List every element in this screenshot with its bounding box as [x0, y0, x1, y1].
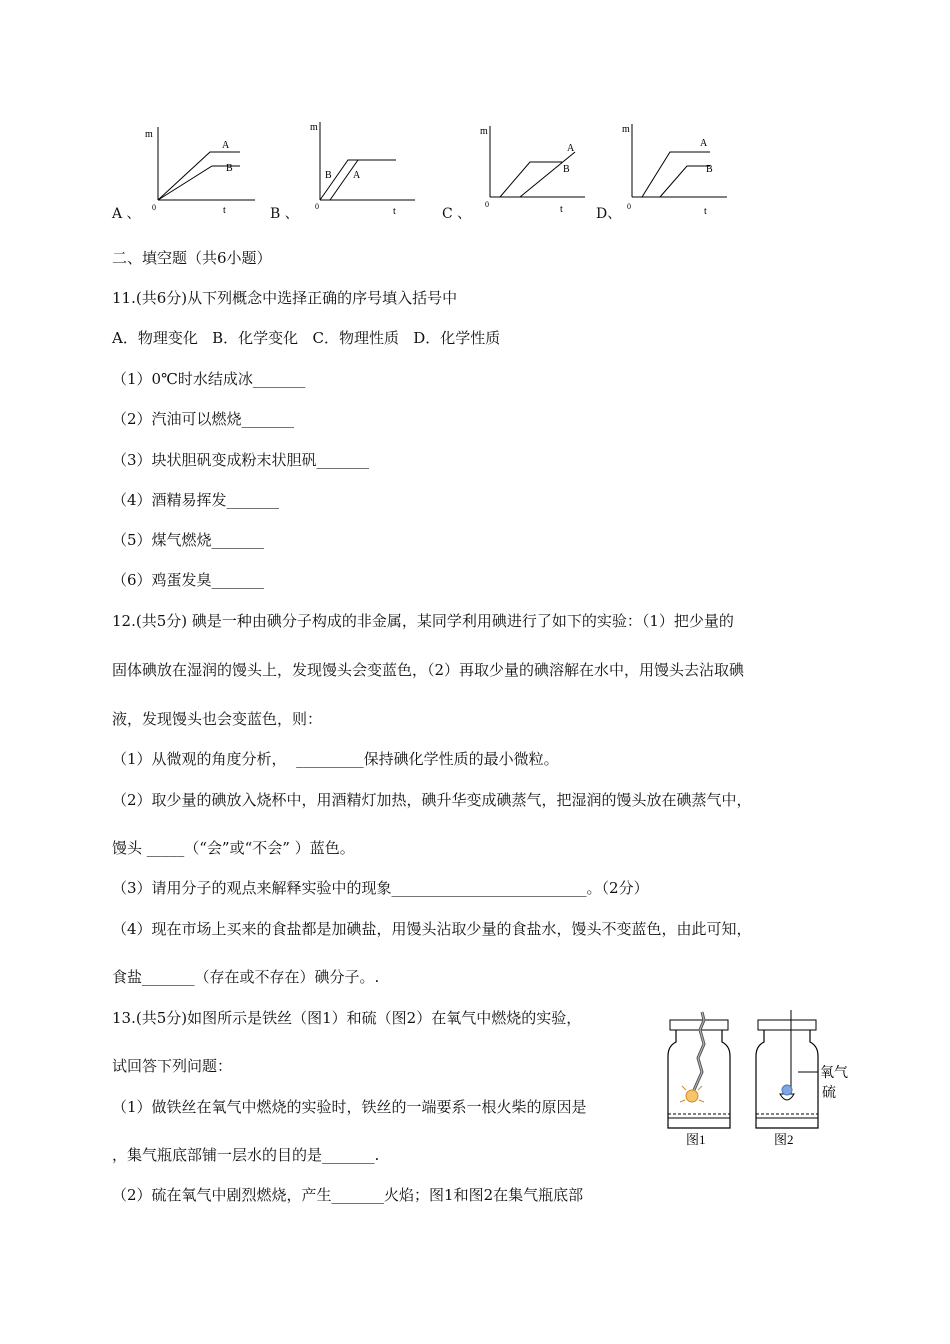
curve-label: A: [222, 140, 230, 151]
q12-part: （2）取少量的碘放入烧杯中，用酒精灯加热，碘升华变成碘蒸气，把湿润的馒头放在碘蒸气中，: [112, 791, 752, 809]
curve-label: B: [226, 163, 233, 174]
q11-item: （1）0℃时水结成冰_______: [112, 370, 306, 388]
axis-x-label: t: [223, 205, 226, 216]
curve-label: B: [706, 164, 713, 175]
q13-part: （2）硫在氧气中剧烈燃烧，产生_______火焰；图1和图2在集气瓶底部: [112, 1186, 584, 1204]
axis-y-label: m: [480, 126, 488, 137]
q11-item: （5）煤气燃烧_______: [112, 531, 265, 549]
combustion-figure: [658, 1010, 858, 1150]
axis-x-label: t: [560, 204, 563, 215]
q12-stem: 12.(共5分) 碘是一种由碘分子构成的非金属，某同学利用碘进行了如下的实验：（1）把少量的: [112, 612, 734, 630]
q12-part: 食盐_______（存在或不存在）碘分子。.: [112, 968, 380, 986]
origin-label: 0: [152, 203, 156, 212]
graph-option-label-b: B 、: [270, 206, 299, 222]
q12-part: （4）现在市场上买来的食盐都是加碘盐，用馒头沾取少量的食盐水，馒头不变蓝色，由此可知，: [112, 920, 752, 938]
graph-option-label-a: A 、: [112, 206, 141, 222]
q11-item: （6）鸡蛋发臭_______: [112, 571, 265, 589]
q13-stem: 13.(共5分)如图所示是铁丝（图1）和硫（图2）在氧气中燃烧的实验，: [112, 1009, 582, 1027]
jar-figure-2: [756, 1010, 848, 1147]
q11-item: （2）汽油可以燃烧_______: [112, 410, 295, 428]
q12-part: 馒头 _____（“会”或“不会” ）蓝色。: [112, 839, 355, 857]
axis-y-label: m: [310, 122, 318, 133]
curve-label: B: [325, 170, 332, 181]
label-sulfur: 硫: [822, 1086, 836, 1101]
origin-label: 0: [627, 202, 631, 211]
q12-part: （3）请用分子的观点来解释实验中的现象__________________________。（2分）: [112, 879, 649, 897]
graph-option-d: [612, 114, 742, 224]
curve-label: B: [563, 164, 570, 175]
q11-item: （3）块状胆矾变成粉末状胆矾_______: [112, 451, 370, 469]
fig2-caption: 图2: [774, 1132, 794, 1147]
curve-label: A: [353, 170, 361, 181]
origin-label: 0: [315, 202, 319, 211]
axis-y-label: m: [622, 124, 630, 135]
q12-stem: 液，发现馒头也会变蓝色，则：: [112, 710, 323, 728]
q13-stem: 试回答下列问题：: [112, 1057, 233, 1075]
q13-part: （1）做铁丝在氧气中燃烧的实验时，铁丝的一端要系一根火柴的原因是: [112, 1098, 587, 1116]
curve-label: A: [700, 138, 708, 149]
graph-option-b: [300, 112, 430, 222]
q11-stem: 11.(共6分)从下列概念中选择正确的序号填入括号中: [112, 289, 458, 307]
axis-y-label: m: [145, 129, 153, 140]
graph-option-a: [140, 115, 270, 225]
q11-item: （4）酒精易挥发_______: [112, 491, 280, 509]
q12-part: （1）从微观的角度分析， _________保持碘化学性质的最小微粒。: [112, 750, 559, 768]
axis-x-label: t: [393, 206, 396, 217]
jar-figure-1: [668, 1012, 730, 1147]
axis-x-label: t: [704, 206, 707, 217]
graph-option-label-c: C 、: [442, 206, 472, 222]
q12-stem: 固体碘放在湿润的馒头上，发现馒头会变蓝色，（2）再取少量的碘溶解在水中，用馒头去沾取碘: [112, 661, 745, 679]
section-title: 二、填空题（共6小题）: [112, 249, 272, 267]
graph-option-label-d: D、: [596, 206, 622, 222]
label-oxygen: 氧气: [820, 1066, 848, 1081]
q11-options: A．物理变化 B．化学变化 C．物理性质 D．化学性质: [112, 329, 501, 347]
fig1-caption: 图1: [686, 1132, 706, 1147]
q13-part: ，集气瓶底部铺一层水的目的是_______.: [112, 1146, 380, 1164]
graph-option-c: [470, 114, 600, 224]
origin-label: 0: [485, 200, 489, 209]
curve-label: A: [567, 143, 575, 154]
